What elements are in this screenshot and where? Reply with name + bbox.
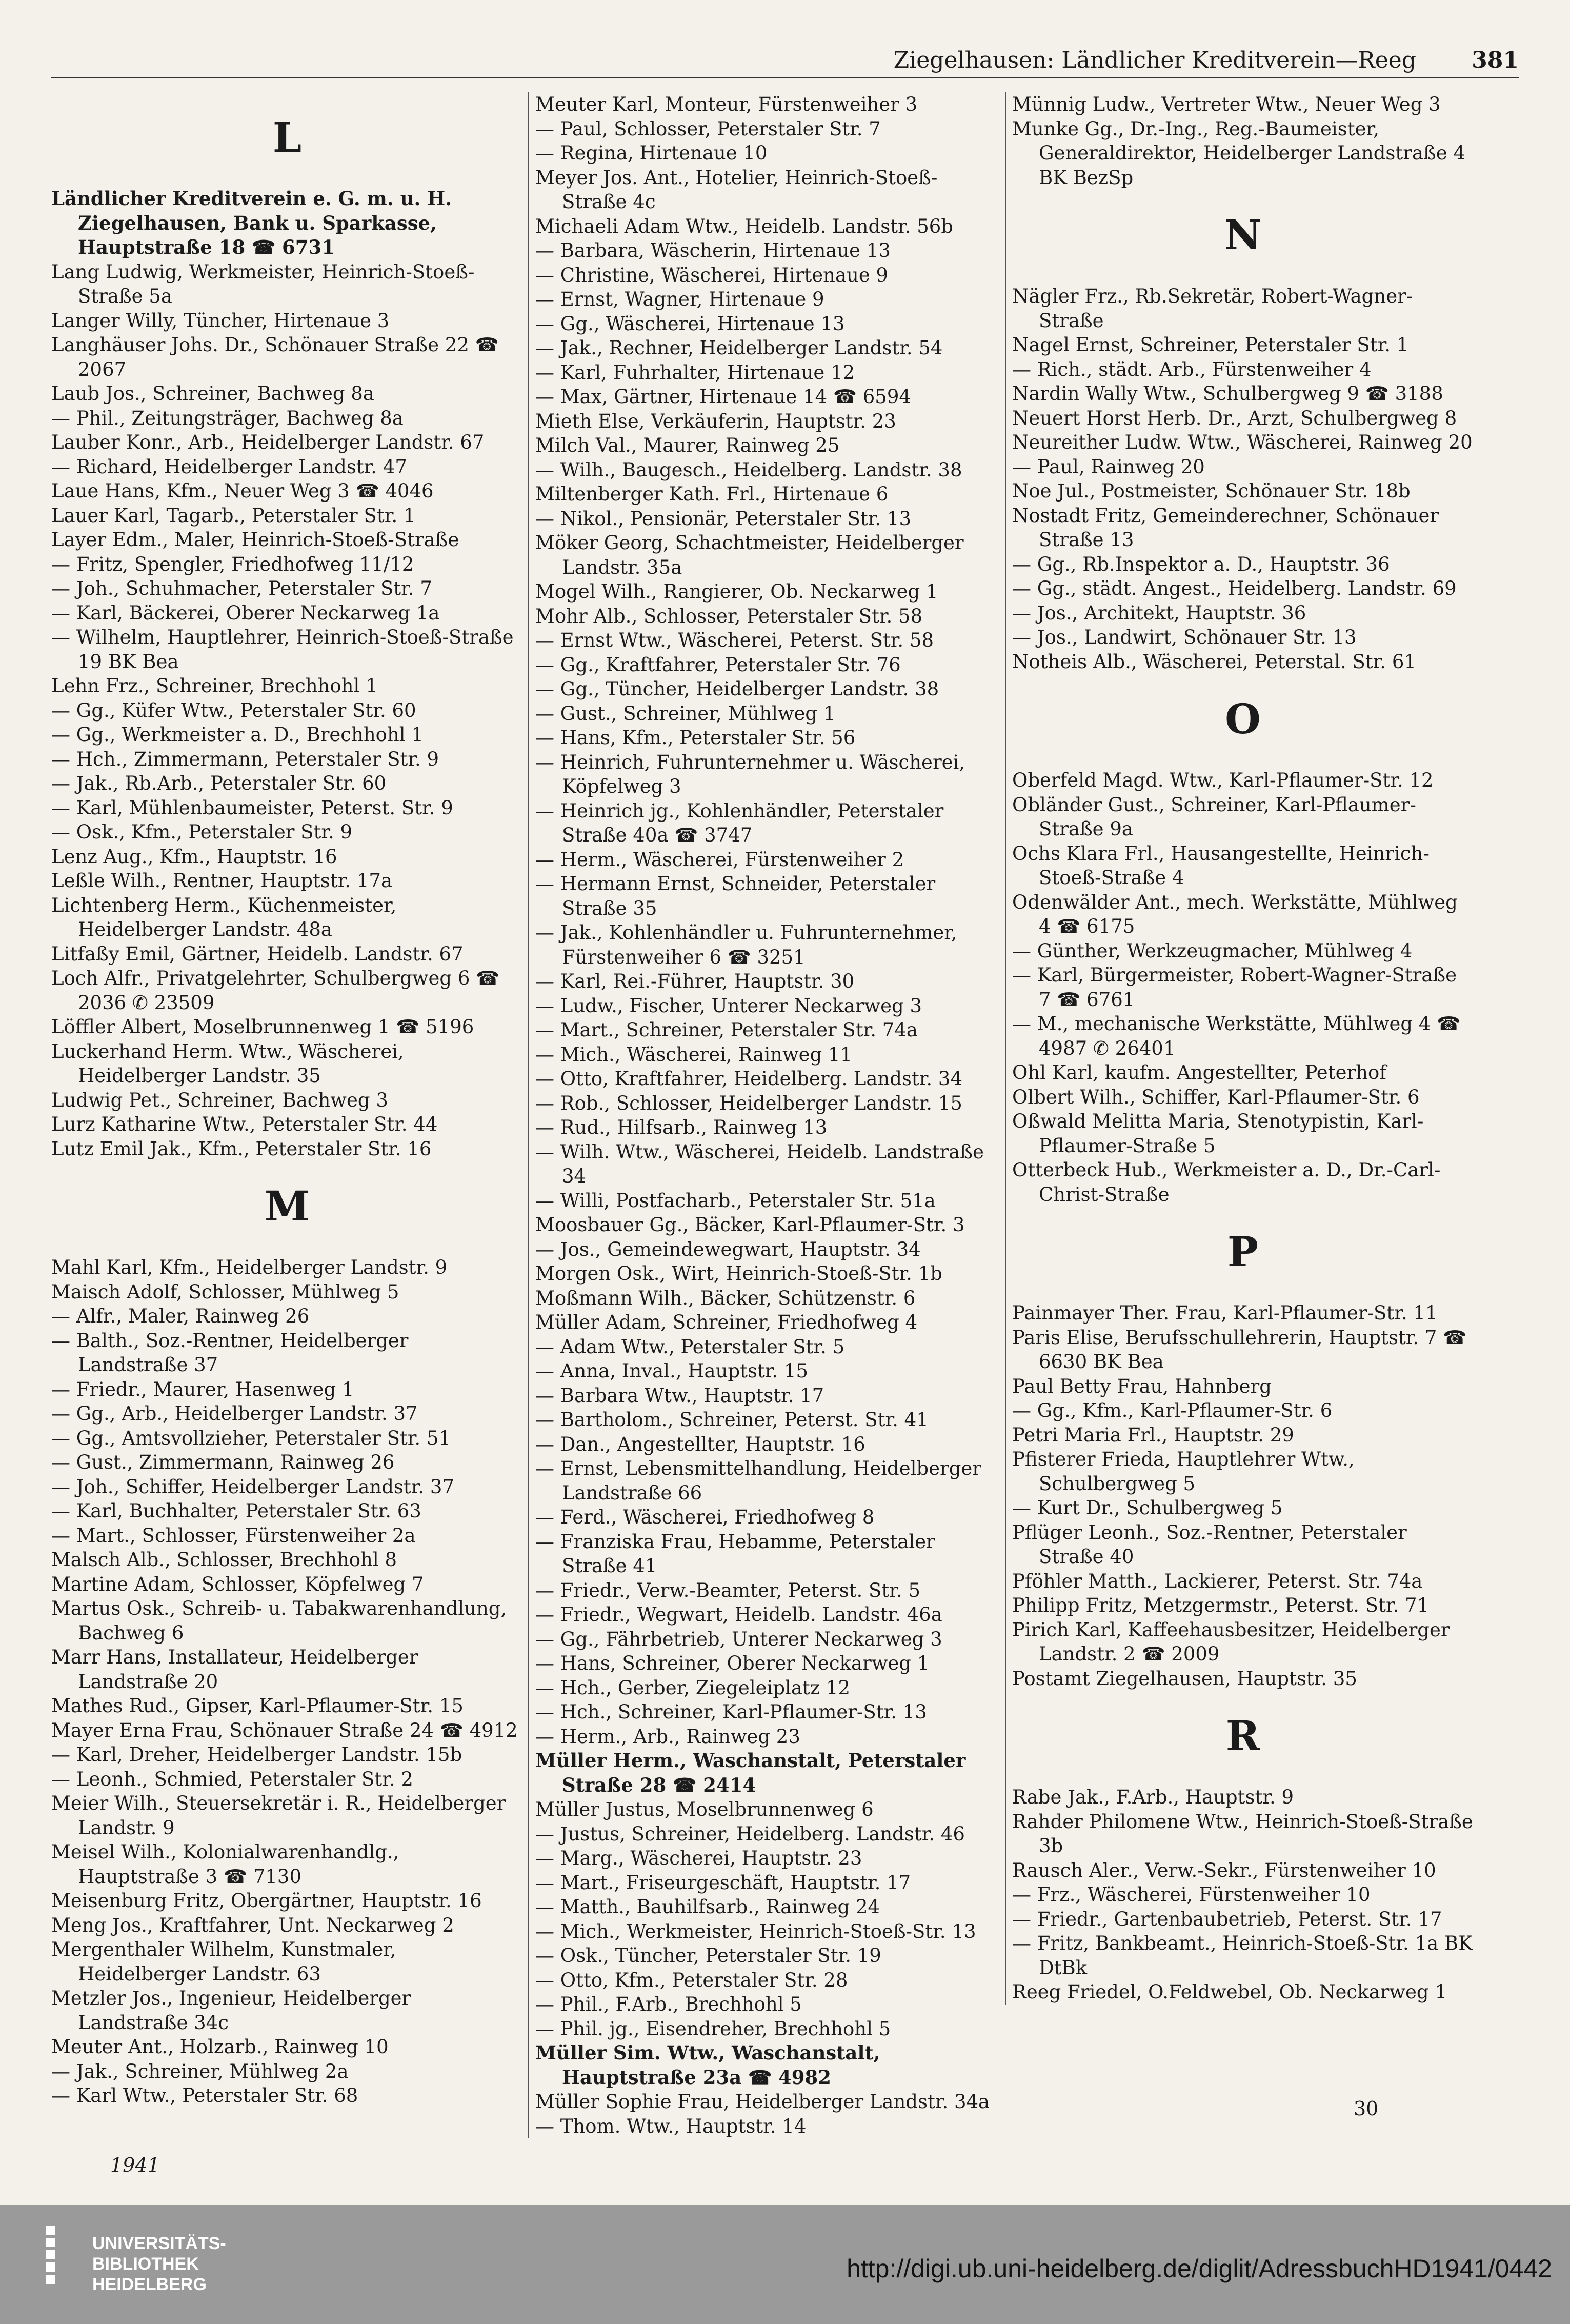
directory-entry: — Mart., Friseurgeschäft, Hauptstr. 17 [535,1871,911,1894]
directory-entry: — Wilh. Wtw., Wäscherei, Heidelb. Landstraße 34 [535,1140,984,1187]
directory-entry: — Hch., Zimmermann, Peterstaler Str. 9 [51,748,439,770]
directory-entry: Pfisterer Frieda, Hauptlehrer Wtw., Schulbergweg 5 [1012,1448,1355,1495]
directory-entry: Notheis Alb., Wäscherei, Peterstal. Str. 61 [1012,650,1416,673]
directory-entry: — Thom. Wtw., Hauptstr. 14 [535,2115,807,2137]
directory-entry: Painmayer Ther. Frau, Karl-Pflaumer-Str. 11 [1012,1302,1438,1324]
directory-entry: — Karl, Fuhrhalter, Hirtenaue 12 [535,361,855,384]
directory-entry: — Phil., F.Arb., Brechhohl 5 [535,1993,802,2015]
directory-entry: — Gg., Arb., Heidelberger Landstr. 37 [51,1403,418,1425]
directory-entry: — Otto, Kraftfahrer, Heidelberg. Landstr. 34 [535,1068,963,1090]
directory-entry: — Justus, Schreiner, Heidelberg. Landstr. 46 [535,1822,965,1845]
directory-entry: — Leonh., Schmied, Peterstaler Str. 2 [51,1768,413,1790]
library-name-line-2: BIBLIOTHEK [92,2254,199,2274]
directory-entry: — Rob., Schlosser, Heidelberger Landstr. 15 [535,1092,962,1114]
directory-entry: — Regina, Hirtenaue 10 [535,142,768,164]
directory-entry: Postamt Ziegelhausen, Hauptstr. 35 [1012,1667,1357,1690]
page-number: 381 [1472,47,1519,73]
directory-entry: Mohr Alb., Schlosser, Peterstaler Str. 58 [535,605,923,627]
directory-entry: Lenz Aug., Kfm., Hauptstr. 16 [51,845,337,868]
directory-entry: Laub Jos., Schreiner, Bachweg 8a [51,383,374,405]
directory-entry: Moßmann Wilh., Bäcker, Schützenstr. 6 [535,1287,916,1309]
directory-entry: Mayer Erna Frau, Schönauer Straße 24 ☎ 4912 [51,1719,518,1741]
directory-entry: Nardin Wally Wtw., Schulbergweg 9 ☎ 3188 [1012,383,1443,405]
directory-entry: — Paul, Schlosser, Peterstaler Str. 7 [535,117,881,140]
directory-entry: Meuter Ant., Holzarb., Rainweg 10 [51,2036,389,2058]
directory-entry: — Dan., Angestellter, Hauptstr. 16 [535,1433,865,1455]
directory-entry: — Jos., Landwirt, Schönauer Str. 13 [1012,626,1357,648]
directory-entry: Pflüger Leonh., Soz.-Rentner, Peterstaler Straße 40 [1012,1521,1407,1568]
directory-entry: — Herm., Arb., Rainweg 23 [535,1725,800,1748]
directory-entry: — Kurt Dr., Schulbergweg 5 [1012,1497,1283,1519]
page-header [51,41,1519,78]
directory-entry: Olbert Wilh., Schiffer, Karl-Pflaumer-Str. 6 [1012,1086,1420,1108]
directory-entry: — Bartholom., Schreiner, Peterst. Str. 41 [535,1409,929,1431]
directory-entry: — Gg., Tüncher, Heidelberger Landstr. 38 [535,678,939,700]
directory-entry: — Barbara, Wäscherin, Hirtenaue 13 [535,239,891,262]
directory-entry: — Alfr., Maler, Rainweg 26 [51,1305,310,1327]
directory-entry: Metzler Jos., Ingenieur, Heidelberger Landstraße 34c [51,1987,411,2034]
directory-entry: Nagel Ernst, Schreiner, Peterstaler Str. 1 [1012,334,1409,356]
directory-entry: — Rich., städt. Arb., Fürstenweiher 4 [1012,358,1372,380]
directory-entry: Mieth Else, Verkäuferin, Hauptstr. 23 [535,410,896,432]
library-footer-bar [0,2205,1570,2324]
directory-entry: — Karl, Bäckerei, Oberer Neckarweg 1a [51,602,440,624]
directory-entry: Pföhler Matth., Lackierer, Peterst. Str. 74a [1012,1570,1423,1592]
directory-entry: Marr Hans, Installateur, Heidelberger Landstraße 20 [51,1646,418,1693]
directory-entry: Meyer Jos. Ant., Hotelier, Heinrich-Stoeß-Straße 4c [535,166,938,213]
directory-entry: — Karl, Buchhalter, Peterstaler Str. 63 [51,1500,421,1522]
directory-entry: — Heinrich, Fuhrunternehmer u. Wäscherei, Köpfelweg 3 [535,751,965,797]
directory-entry: — Richard, Heidelberger Landstr. 47 [51,455,407,478]
directory-entry: Michaeli Adam Wtw., Heidelb. Landstr. 56b [535,215,953,237]
directory-entry: Müller Justus, Moselbrunnenweg 6 [535,1798,874,1820]
directory-entry: Otterbeck Hub., Werkmeister a. D., Dr.-Carl-Christ-Straße [1012,1159,1441,1206]
directory-entry: — Fritz, Bankbeamt., Heinrich-Stoeß-Str. 1a BK DtBk [1012,1932,1473,1979]
directory-entry: — Wilh., Baugesch., Heidelberg. Landstr. 38 [535,458,962,481]
directory-entry: — Otto, Kfm., Peterstaler Str. 28 [535,1969,848,1991]
directory-entry: — Gg., städt. Angest., Heidelberg. Landstr. 69 [1012,577,1457,599]
directory-entry: Oßwald Melitta Maria, Stenotypistin, Karl-Pflaumer-Straße 5 [1012,1110,1424,1157]
directory-entry: Rausch Aler., Verw.-Sekr., Fürstenweiher 10 [1012,1859,1436,1881]
directory-entry: Martus Osk., Schreib- u. Tabakwarenhandlung, Bachweg 6 [51,1597,507,1644]
directory-entry: — Frz., Wäscherei, Fürstenweiher 10 [1012,1884,1371,1906]
directory-entry: Nägler Frz., Rb.Sekretär, Robert-Wagner-Straße [1012,285,1413,332]
directory-entry: — Franziska Frau, Hebamme, Peterstaler Straße 41 [535,1530,935,1577]
directory-entry: — Jos., Gemeindewegwart, Hauptstr. 34 [535,1238,921,1260]
directory-entry: Mergenthaler Wilhelm, Kunstmaler, Heidelberger Landstr. 63 [51,1938,396,1985]
directory-entry: Neureither Ludw. Wtw., Wäscherei, Rainweg 20 [1012,431,1473,453]
directory-entry: Meisenburg Fritz, Obergärtner, Hauptstr. 16 [51,1890,482,1912]
directory-entry: — Jak., Schreiner, Mühlweg 2a [51,2060,349,2082]
directory-entry: — Friedr., Wegwart, Heidelb. Landstr. 46a [535,1604,942,1626]
directory-entry: Miltenberger Kath. Frl., Hirtenaue 6 [535,483,889,505]
directory-entry: Obländer Gust., Schreiner, Karl-Pflaumer-Straße 9a [1012,793,1416,840]
directory-entry: — Gust., Schreiner, Mühlweg 1 [535,702,836,725]
directory-entry: — Mart., Schreiner, Peterstaler Str. 74a [535,1019,918,1041]
directory-entry: — Gg., Fährbetrieb, Unterer Neckarweg 3 [535,1628,942,1650]
directory-entry: — Phil., Zeitungsträger, Bachweg 8a [51,407,404,429]
directory-entry: — Christine, Wäscherei, Hirtenaue 9 [535,264,889,286]
directory-entry: Nostadt Fritz, Gemeinderechner, Schönauer Straße 13 [1012,504,1439,551]
directory-entry: Munke Gg., Dr.-Ing., Reg.-Baumeister, Generaldirektor, Heidelberger Landstraße 4 BK BezSp [1012,117,1465,189]
directory-entry: Noe Jul., Postmeister, Schönauer Str. 18b [1012,480,1411,502]
section-letter: L [272,113,302,162]
section-letter: M [264,1182,310,1230]
library-name [92,2233,226,2295]
section-letter: O [1225,695,1261,743]
directory-entry: — Hch., Gerber, Ziegeleiplatz 12 [535,1676,851,1699]
directory-entry: Leßle Wilh., Rentner, Hauptstr. 17a [51,870,393,892]
directory-entry: — Karl, Mühlenbaumeister, Peterst. Str. 9 [51,796,453,819]
directory-entry: Ochs Klara Frl., Hausangestellte, Heinrich-Stoeß-Straße 4 [1012,842,1430,889]
directory-entry: — Hans, Schreiner, Oberer Neckarweg 1 [535,1652,930,1674]
directory-entry: — Osk., Kfm., Peterstaler Str. 9 [51,821,353,843]
directory-entry: — Matth., Bauhilfsarb., Rainweg 24 [535,1896,880,1918]
directory-entry: — Barbara Wtw., Hauptstr. 17 [535,1384,824,1407]
directory-entry: Meisel Wilh., Kolonialwarenhandlg., Hauptstraße 3 ☎ 7130 [51,1841,399,1888]
directory-entry: Martine Adam, Schlosser, Köpfelweg 7 [51,1573,424,1595]
directory-entry: — Karl Wtw., Peterstaler Str. 68 [51,2085,358,2107]
directory-entry: Münnig Ludw., Vertreter Wtw., Neuer Weg 3 [1012,93,1441,115]
directory-entry: — Balth., Soz.-Rentner, Heidelberger Landstraße 37 [51,1329,409,1376]
directory-entry: Moosbauer Gg., Bäcker, Karl-Pflaumer-Str. 3 [535,1214,965,1236]
directory-entry: Oberfeld Magd. Wtw., Karl-Pflaumer-Str. 12 [1012,769,1434,791]
directory-entry: Lehn Frz., Schreiner, Brechhohl 1 [51,675,378,697]
directory-entry: Lang Ludwig, Werkmeister, Heinrich-Stoeß-Straße 5a [51,261,475,307]
directory-entry: Rahder Philomene Wtw., Heinrich-Stoeß-Straße 3b [1012,1810,1473,1857]
directory-entry: Mathes Rud., Gipser, Karl-Pflaumer-Str. 15 [51,1695,464,1717]
directory-entry: Paris Elise, Berufsschullehrerin, Hauptstr. 7 ☎ 6630 BK Bea [1012,1326,1467,1373]
directory-entry: — Karl, Bürgermeister, Robert-Wagner-Straße 7 ☎ 6761 [1012,964,1457,1011]
directory-entry: Meng Jos., Kraftfahrer, Unt. Neckarweg 2 [51,1914,454,1936]
directory-entry: — Mart., Schlosser, Fürstenweiher 2a [51,1524,416,1547]
directory-entry: Müller Herm., Waschanstalt, Peterstaler Straße 28 ☎ 2414 [535,1749,966,1796]
directory-entry: — Günther, Werkzeugmacher, Mühlweg 4 [1012,939,1413,962]
directory-entry: Lichtenberg Herm., Küchenmeister, Heidelberger Landstr. 48a [51,894,397,940]
directory-entry: — Gg., Kfm., Karl-Pflaumer-Str. 6 [1012,1399,1333,1421]
directory-entry: Laue Hans, Kfm., Neuer Weg 3 ☎ 4046 [51,480,434,502]
directory-entry: Paul Betty Frau, Hahnberg [1012,1375,1272,1397]
directory-entry: Müller Sim. Wtw., Waschanstalt, Hauptstraße 23a ☎ 4982 [535,2041,880,2089]
directory-entry: — Ludw., Fischer, Unterer Neckarweg 3 [535,994,922,1017]
directory-entry: — Herm., Wäscherei, Fürstenweiher 2 [535,848,904,871]
directory-entry: — Nikol., Pensionär, Peterstaler Str. 13 [535,507,911,530]
directory-entry: — Karl, Dreher, Heidelberger Landstr. 15b [51,1744,462,1766]
directory-entry: — Ernst, Lebensmittelhandlung, Heidelberger Landstraße 66 [535,1457,981,1504]
section-letter: R [1225,1712,1260,1760]
directory-entry: — Gg., Wäscherei, Hirtenaue 13 [535,312,845,335]
directory-entry: — Jak., Rb.Arb., Peterstaler Str. 60 [51,772,387,794]
directory-entry: — Anna, Inval., Hauptstr. 15 [535,1360,809,1382]
source-url-link[interactable]: http://digi.ub.uni-heidelberg.de/diglit/AdressbuchHD1941/0442 [847,2254,1552,2283]
directory-entry: — Willi, Postfacharb., Peterstaler Str. 51a [535,1189,936,1212]
directory-entry: — Gg., Küfer Wtw., Peterstaler Str. 60 [51,699,416,722]
directory-entry: — Ernst, Wagner, Hirtenaue 9 [535,288,824,310]
directory-entry: — Joh., Schiffer, Heidelberger Landstr. 37 [51,1475,454,1498]
directory-entry: Langhäuser Johs. Dr., Schönauer Straße 22 ☎ 2067 [51,334,499,380]
directory-entry: — Friedr., Gartenbaubetrieb, Peterst. Str. 17 [1012,1908,1442,1930]
directory-entry: — Ernst Wtw., Wäscherei, Peterst. Str. 58 [535,629,934,651]
directory-entry: Lurz Katharine Wtw., Peterstaler Str. 44 [51,1113,438,1135]
directory-entry: Layer Edm., Maler, Heinrich-Stoeß-Straße [51,529,459,551]
directory-entry: Pirich Karl, Kaffeehausbesitzer, Heidelberger Landstr. 2 ☎ 2009 [1012,1618,1450,1665]
directory-entry: Philipp Fritz, Metzgermstr., Peterst. Str. 71 [1012,1594,1430,1616]
directory-entry: Löffler Albert, Moselbrunnenweg 1 ☎ 5196 [51,1016,474,1038]
footer-count: 30 [1354,2097,1379,2120]
directory-entry: — Mich., Werkmeister, Heinrich-Stoeß-Str. 13 [535,1920,976,1942]
directory-entry: Litfaßy Emil, Gärtner, Heidelb. Landstr. 67 [51,943,464,965]
directory-entry: Langer Willy, Tüncher, Hirtenaue 3 [51,309,390,332]
directory-entry: — Gust., Zimmermann, Rainweg 26 [51,1451,395,1473]
directory-entry: Lauer Karl, Tagarb., Peterstaler Str. 1 [51,504,416,527]
directory-entry: Lutz Emil Jak., Kfm., Peterstaler Str. 16 [51,1137,432,1160]
directory-entry: — Ferd., Wäscherei, Friedhofweg 8 [535,1506,875,1528]
directory-entry: Meier Wilh., Steuersekretär i. R., Heidelberger Landstr. 9 [51,1792,506,1839]
directory-entry: — Gg., Amtsvollzieher, Peterstaler Str. 51 [51,1427,451,1449]
directory-entry: Loch Alfr., Privatgelehrter, Schulbergweg 6 ☎ 2036 ✆ 23509 [51,967,500,1014]
directory-entry: — Adam Wtw., Peterstaler Str. 5 [535,1335,845,1358]
directory-entry: — Joh., Schuhmacher, Peterstaler Str. 7 [51,577,432,599]
directory-entry: Möker Georg, Schachtmeister, Heidelberger Landstr. 35a [535,532,964,578]
directory-entry: — Karl, Rei.-Führer, Hauptstr. 30 [535,970,855,992]
directory-entry: — Jos., Architekt, Hauptstr. 36 [1012,602,1306,624]
directory-entry: — Hermann Ernst, Schneider, Peterstaler Straße 35 [535,873,936,919]
directory-entry: Reeg Friedel, O.Feldwebel, Ob. Neckarweg 1 [1012,1981,1447,2003]
directory-entry: Odenwälder Ant., mech. Werkstätte, Mühlweg 4 ☎ 6175 [1012,891,1458,937]
directory-entry: — Marg., Wäscherei, Hauptstr. 23 [535,1847,862,1869]
directory-entry: Mahl Karl, Kfm., Heidelberger Landstr. 9 [51,1256,448,1278]
directory-entry: Petri Maria Frl., Hauptstr. 29 [1012,1424,1294,1446]
directory-entry: — Hch., Schreiner, Karl-Pflaumer-Str. 13 [535,1701,927,1723]
directory-entry: — Gg., Werkmeister a. D., Brechhohl 1 [51,724,424,746]
directory-entry: Müller Sophie Frau, Heidelberger Landstr. 34a [535,2091,990,2113]
directory-entry: — Jak., Rechner, Heidelberger Landstr. 54 [535,337,943,359]
directory-entry: — Osk., Tüncher, Peterstaler Str. 19 [535,1945,881,1967]
directory-entry: Müller Adam, Schreiner, Friedhofweg 4 [535,1311,918,1333]
library-name-line-1: UNIVERSITÄTS- [92,2234,226,2253]
directory-entry: Rabe Jak., F.Arb., Hauptstr. 9 [1012,1786,1294,1808]
directory-entry: Meuter Karl, Monteur, Fürstenweiher 3 [535,93,918,115]
running-title: Ziegelhausen: Ländlicher Kreditverein—Reeg [893,47,1416,73]
directory-column-2 [528,92,997,2138]
directory-column-3 [1005,92,1474,2005]
directory-entry: Ohl Karl, kaufm. Angestellter, Peterhof [1012,1061,1386,1084]
directory-entry: — Mich., Wäscherei, Rainweg 11 [535,1043,853,1066]
directory-entry: — Gg., Kraftfahrer, Peterstaler Str. 76 [535,653,901,676]
directory-entry: — Hans, Kfm., Peterstaler Str. 56 [535,727,856,749]
library-name-line-3: HEIDELBERG [92,2275,207,2294]
directory-entry: Malsch Alb., Schlosser, Brechhohl 8 [51,1549,397,1571]
directory-entry: Neuert Horst Herb. Dr., Arzt, Schulbergweg 8 [1012,407,1457,429]
directory-entry: — Friedr., Maurer, Hasenweg 1 [51,1378,354,1400]
directory-entry: — Wilhelm, Hauptlehrer, Heinrich-Stoeß-Straße 19 BK Bea [51,626,514,673]
library-logo-icon [46,2226,77,2297]
directory-entry: Lauber Konr., Arb., Heidelberger Landstr. 67 [51,431,485,453]
section-letter: P [1227,1228,1259,1276]
directory-entry: — Phil. jg., Eisendreher, Brechhohl 5 [535,2017,891,2040]
directory-entry: Ludwig Pet., Schreiner, Bachweg 3 [51,1089,388,1111]
directory-entry: — Heinrich jg., Kohlenhändler, Peterstaler Straße 40a ☎ 3747 [535,799,944,846]
directory-entry: — M., mechanische Werkstätte, Mühlweg 4 ☎ 4987 ✆ 26401 [1012,1013,1461,1059]
directory-entry: Maisch Adolf, Schlosser, Mühlweg 5 [51,1280,399,1303]
directory-entry: — Jak., Kohlenhändler u. Fuhrunternehmer, Fürstenweiher 6 ☎ 3251 [535,921,957,968]
directory-entry: Morgen Osk., Wirt, Heinrich-Stoeß-Str. 1b [535,1263,942,1285]
directory-entry: Mogel Wilh., Rangierer, Ob. Neckarweg 1 [535,580,938,603]
directory-entry: Ländlicher Kreditverein e. G. m. u. H. Ziegelhausen, Bank u. Sparkasse, Hauptstraße 18 ☎ 6731 [51,187,452,258]
directory-entry: — Friedr., Verw.-Beamter, Peterst. Str. 5 [535,1579,920,1601]
directory-entry: — Rud., Hilfsarb., Rainweg 13 [535,1116,828,1138]
directory-entry: Luckerhand Herm. Wtw., Wäscherei, Heidelberger Landstr. 35 [51,1040,404,1087]
directory-entry: — Fritz, Spengler, Friedhofweg 11/12 [51,553,414,575]
directory-entry: — Paul, Rainweg 20 [1012,455,1205,478]
directory-entry: — Gg., Rb.Inspektor a. D., Hauptstr. 36 [1012,553,1390,575]
directory-entry: Milch Val., Maurer, Rainweg 25 [535,434,840,456]
directory-column-1 [51,92,523,2108]
section-letter: N [1224,211,1262,259]
directory-entry: — Max, Gärtner, Hirtenaue 14 ☎ 6594 [535,386,911,408]
footer-year: 1941 [110,2154,160,2176]
